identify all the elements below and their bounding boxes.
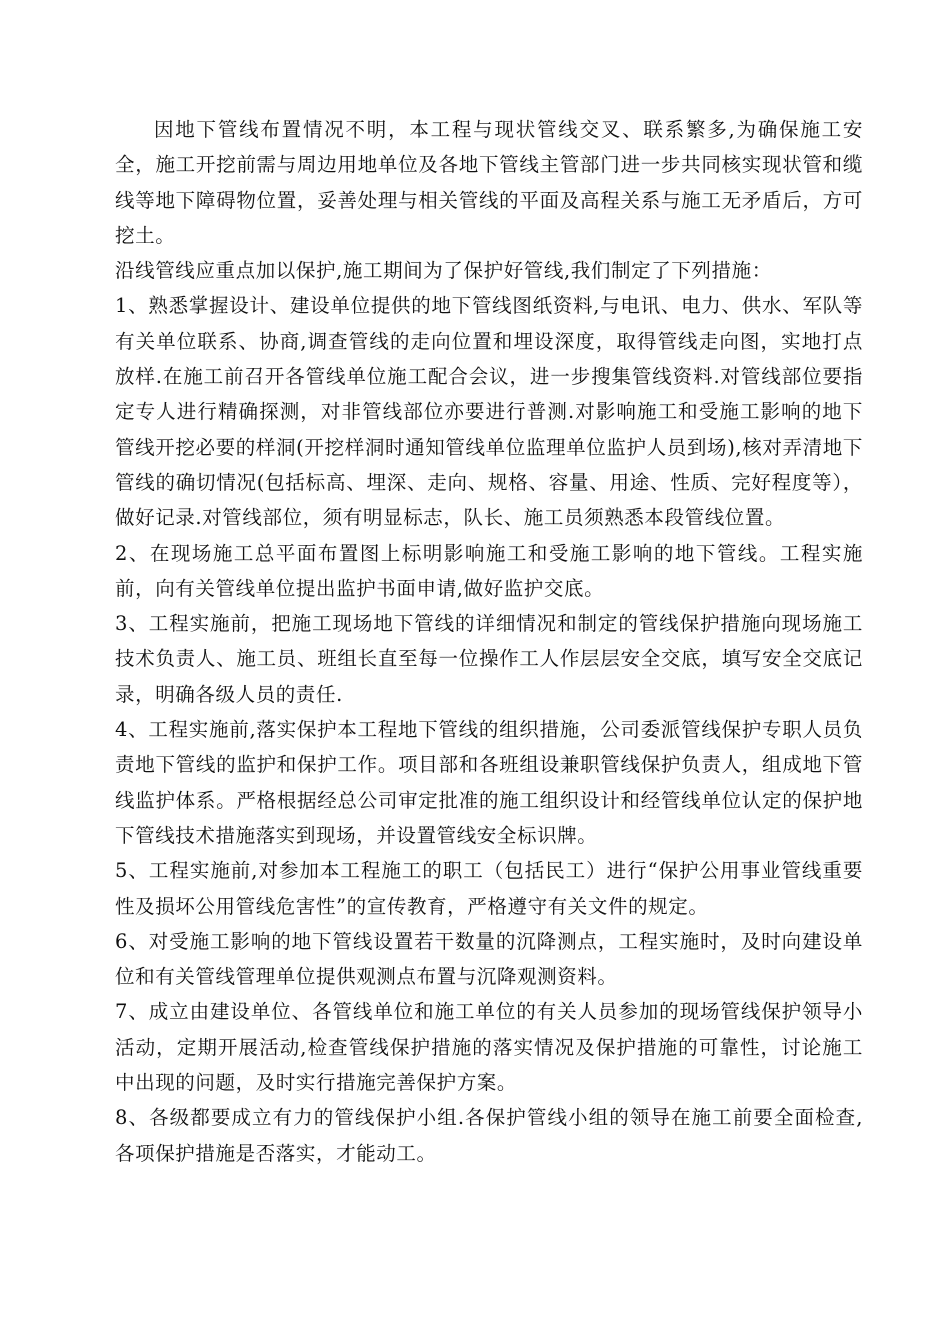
measure-item-2: 2、在现场施工总平面布置图上标明影响施工和受施工影响的地下管线。工程实施前，向有关管线单位提出监护书面申请,做好监护交底。: [115, 541, 863, 600]
measure-item-8: 8、各级都要成立有力的管线保护小组.各保护管线小组的领导在施工前要全面检查,各项保护措施是否落实，才能动工。: [115, 1106, 863, 1165]
document-body: [115, 112, 863, 1171]
measure-item-1: 1、熟悉掌握设计、建设单位提供的地下管线图纸资料,与电讯、电力、供水、军队等有关单位联系、协商,调查管线的走向位置和埋设深度，取得管线走向图，实地打点放样.在施工前召开各管线单位施工配合会议，进一步搜集管线资料.对管线部位要指定专人进行精确探测，对非管线部位亦要进行普测.对影响施工和受施工影响的地下管线开挖必要的样洞(开挖样洞时通知管线单位监理单位监护人员到场),核对弄清地下管线的确切情况(包括标高、埋深、走向、规格、容量、用途、性质、完好程度等），做好记录.对管线部位，须有明显标志，队长、施工员须熟悉本段管线位置。: [115, 294, 863, 530]
measure-item-6: 6、对受施工影响的地下管线设置若干数量的沉降测点，工程实施时，及时向建设单位和有关管线管理单位提供观测点布置与沉降观测资料。: [115, 929, 863, 989]
measure-item-4: 4、工程实施前,落实保护本工程地下管线的组织措施，公司委派管线保护专职人员负责地下管线的监护和保护工作。项目部和各班组设兼职管线保护负责人，组成地下管线监护体系。严格根据经总公司审定批准的施工组织设计和经管线单位认定的保护地下管线技术措施落实到现场，并设置管线安全标识牌。: [115, 718, 863, 847]
measure-item-7: 7、成立由建设单位、各管线单位和施工单位的有关人员参加的现场管线保护领导小活动，定期开展活动,检查管线保护措施的落实情况及保护措施的可靠性，讨论施工中出现的问题，及时实行措施完善保护方案。: [115, 1000, 863, 1095]
measures-intro-paragraph: 沿线管线应重点加以保护,施工期间为了保护好管线,我们制定了下列措施：: [115, 259, 772, 283]
intro-paragraph: 因地下管线布置情况不明，本工程与现状管线交叉、联系繁多,为确保施工安全，施工开挖前需与周边用地单位及各地下管线主管部门进一步共同核实现状管和缆线等地下障碍物位置，妥善处理与相关管线的平面及高程关系与施工无矛盾后，方可挖土。: [115, 118, 863, 247]
measure-item-5: 5、工程实施前,对参加本工程施工的职工（包括民工）进行“保护公用事业管线重要性及损坏公用管线危害性”的宣传教育，严格遵守有关文件的规定。: [115, 859, 863, 918]
measure-item-3: 3、工程实施前，把施工现场地下管线的详细情况和制定的管线保护措施向现场施工技术负责人、施工员、班组长直至每一位操作工人作层层安全交底，填写安全交底记录，明确各级人员的责任.: [115, 612, 863, 706]
